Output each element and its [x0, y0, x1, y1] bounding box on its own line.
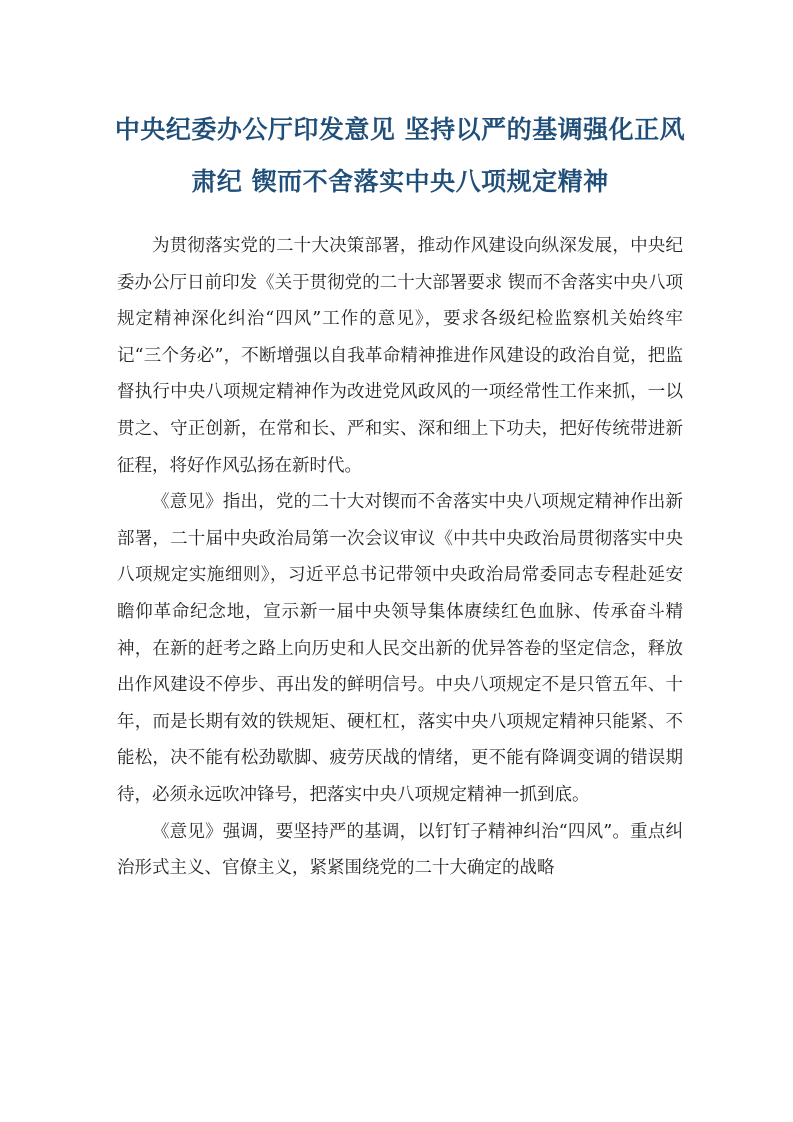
document-title: [100, 104, 700, 208]
paragraph-3: 《意见》强调，要坚持严的基调，以钉钉子精神纠治“四风”。重点纠治形式主义、官僚主义，紧紧围绕党的二十大确定的战略: [117, 821, 683, 879]
title-line-2: 肃纪 锲而不舍落实中央八项规定精神: [191, 167, 609, 196]
paragraph-1: 为贯彻落实党的二十大决策部署，推动作风建设向纵深发展，中央纪委办公厅日前印发《关于贯彻党的二十大部署要求 锲而不舍落实中央八项规定精神深化纠治“四风”工作的意见》，要求各级纪检监察机关始终牢记“三个务必”，不断增强以自我革命精神推进作风建设的政治自觉，把监督执行中央八项规定精神作为改进党风政风的一项经常性工作来抓，一以贯之、守正创新，在常和长、严和实、深和细上下功夫，把好传统带进新征程，将好作风弘扬在新时代。: [117, 236, 683, 476]
paragraph-2: 《意见》指出，党的二十大对锲而不舍落实中央八项规定精神作出新部署，二十届中央政治局第一次会议审议《中共中央政治局贯彻落实中央八项规定实施细则》，习近平总书记带领中央政治局常委同志专程赴延安瞻仰革命纪念地，宣示新一届中央领导集体赓续红色血脉、传承奋斗精神，在新的赶考之路上向历史和人民交出新的优异答卷的坚定信念，释放出作风建设不停步、再出发的鲜明信号。中央八项规定不是只管五年、十年，而是长期有效的铁规矩、硬杠杠，落实中央八项规定精神只能紧、不能松，决不能有松劲歇脚、疲劳厌战的情绪，更不能有降调变调的错误期待，必须永远吹冲锋号，把落实中央八项规定精神一抓到底。: [117, 492, 683, 805]
document-body: [117, 228, 683, 887]
title-line-1: 中央纪委办公厅印发意见 坚持以严的基调强化正风: [114, 115, 686, 144]
